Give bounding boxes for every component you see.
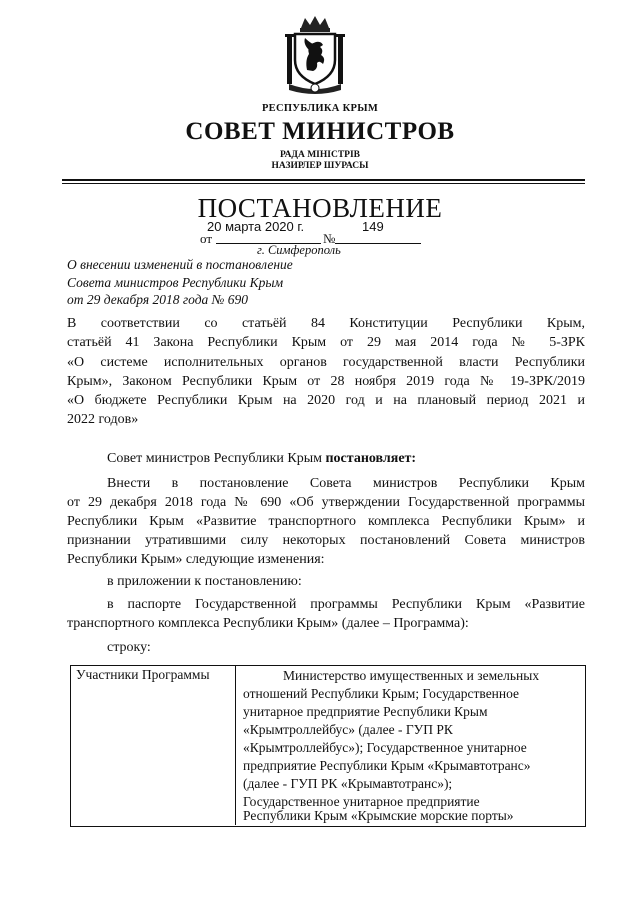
preamble-line: Крым», Законом Республики Крым от 28 ноября 2019 года № 19-ЗРК/2019 bbox=[67, 374, 585, 389]
table-cell-line: отношений Республики Крым; Государственное bbox=[243, 686, 520, 701]
preamble-line: статьёй 41 Закона Республики Крым от 29 мая 2014 года № 5-ЗРК bbox=[67, 335, 585, 350]
resolves-line bbox=[107, 451, 585, 467]
table-cell-line: «Крымтроллейбус» (далее - ГУП РК bbox=[243, 722, 453, 737]
passport-line: в паспорте Государственной программы Республики Крым «Развитие bbox=[107, 597, 585, 612]
table-cell-line: предприятие Республики Крым «Крымавтотранс» bbox=[243, 758, 531, 773]
header-divider-thick bbox=[62, 179, 585, 181]
line-label: строку: bbox=[107, 640, 151, 655]
crimea-coat-of-arms-emblem bbox=[283, 14, 347, 96]
document-type-title: ПОСТАНОВЛЕНИЕ bbox=[197, 193, 443, 223]
council-title-crimean-tatar: НАЗИРЛЕР ШУРАСЫ bbox=[271, 161, 369, 171]
annex-line: в приложении к постановлению: bbox=[107, 574, 302, 589]
number-underline bbox=[335, 243, 421, 244]
body-line: Республики Крым» следующие изменения: bbox=[67, 552, 325, 567]
header-divider-thin bbox=[62, 183, 585, 184]
table-row-label: Участники Программы bbox=[76, 667, 210, 682]
table-cell-line: (далее - ГУП РК «Крымавтотранс»); bbox=[243, 776, 453, 791]
subject-line: О внесении изменений в постановление bbox=[67, 257, 293, 272]
decree-number: 149 bbox=[362, 219, 384, 234]
table-cell-line: унитарное предприятие Республики Крым bbox=[243, 704, 488, 719]
preamble-line: «О бюджете Республики Крым на 2020 год и на плановый период 2021 и bbox=[67, 393, 585, 408]
preamble-line: «О системе исполнительных органов государственной власти Республики bbox=[67, 355, 585, 370]
resolves-text: Совет министров Республики Крым bbox=[107, 451, 326, 466]
number-sign: № bbox=[323, 231, 336, 246]
body-line: Внести в постановление Совета министров Республики Крым bbox=[107, 476, 585, 491]
passport-line: транспортного комплекса Республики Крым» (далее – Программа): bbox=[67, 616, 469, 631]
preamble-line: 2022 годов» bbox=[67, 412, 139, 427]
table-cell-line: «Крымтроллейбус»); Государственное унитарное bbox=[243, 740, 527, 755]
council-title-ukrainian: РАДА МІНІСТРІВ bbox=[279, 150, 360, 160]
subject-line: Совета министров Республики Крым bbox=[67, 275, 284, 290]
date-prefix: от bbox=[200, 231, 213, 246]
body-line: от 29 декабря 2018 года № 690 «Об утверждении Государственной программы bbox=[67, 495, 585, 510]
table-cell-line: Министерство имущественных и земельных bbox=[283, 668, 540, 683]
body-line: признании утратившими силу некоторых постановлений Совета министров bbox=[67, 533, 585, 548]
table-cell-line: Республики Крым «Крымские морские порты» bbox=[243, 808, 514, 823]
resolves-keyword: постановляет: bbox=[325, 451, 417, 466]
council-title: СОВЕТ МИНИСТРОВ bbox=[185, 118, 455, 145]
table-column-divider bbox=[235, 665, 236, 825]
city-label: г. Симферополь bbox=[257, 243, 341, 257]
table-cell-line: Государственное унитарное предприятие bbox=[243, 794, 480, 809]
decree-date: 20 марта 2020 г. bbox=[207, 219, 305, 234]
body-line: Республики Крым «Развитие транспортного комплекса Республики Крым» и bbox=[67, 514, 585, 529]
subject-line: от 29 декабря 2018 года № 690 bbox=[67, 292, 248, 307]
preamble-line: В соответствии со статьёй 84 Конституции Республики Крым, bbox=[67, 316, 585, 331]
republic-title: РЕСПУБЛИКА КРЫМ bbox=[261, 103, 379, 114]
